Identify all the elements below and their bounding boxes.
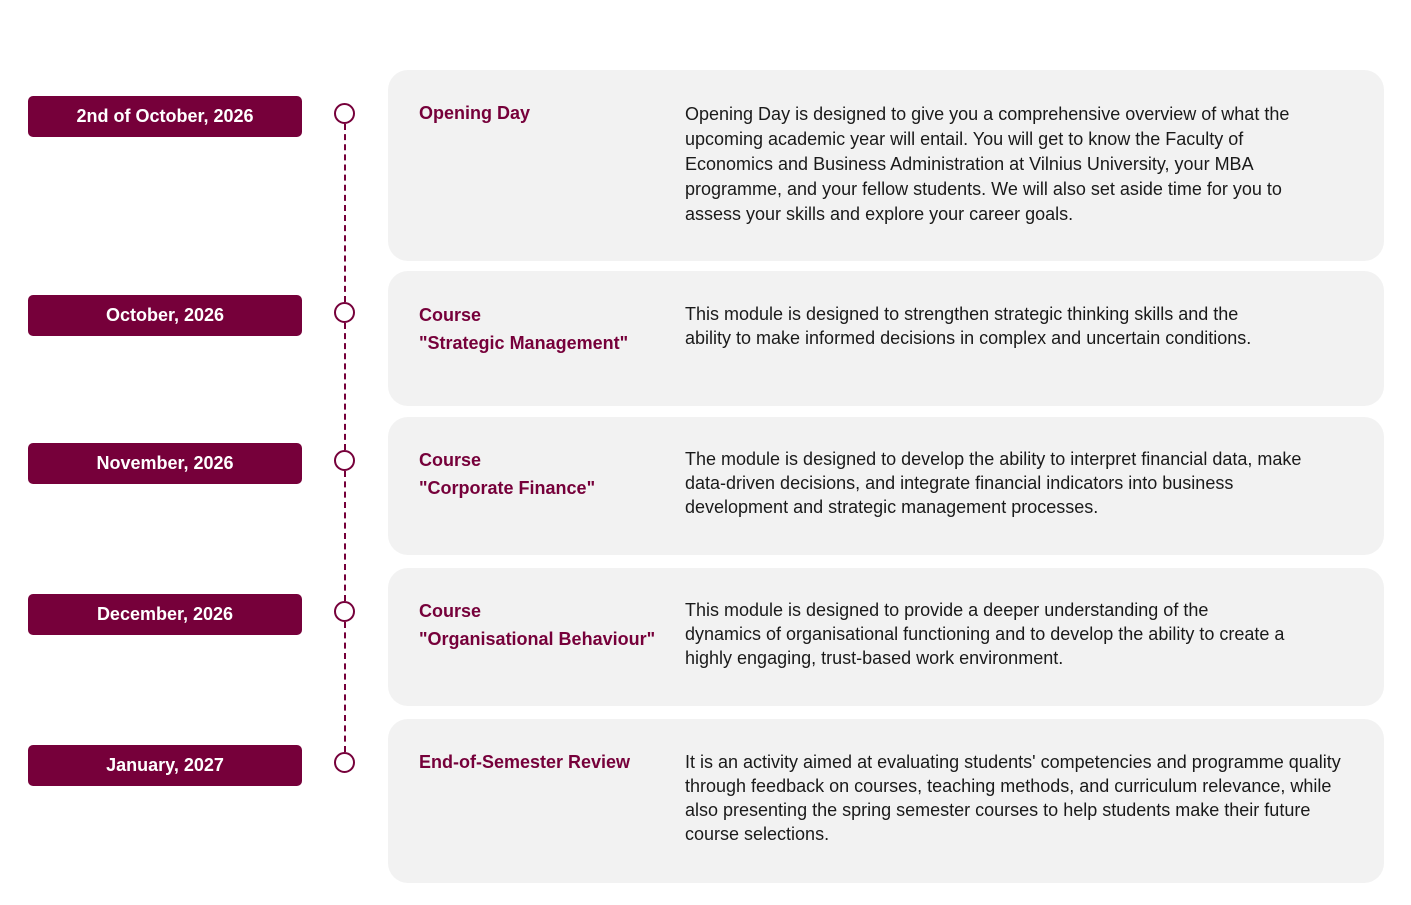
event-description: It is an activity aimed at evaluating students' competencies and programme quality through feedback on courses, teaching methods, and curriculum relevance, while also presenting the spring semester courses to help students make their future course selections. (685, 752, 1341, 844)
event-card (388, 719, 1384, 883)
event-card (388, 568, 1384, 706)
timeline-node-circle-icon (334, 752, 355, 773)
timeline-node-circle-icon (334, 450, 355, 471)
timeline-connector (344, 124, 346, 302)
event-title-line-2: "Strategic Management" (419, 333, 629, 353)
event-title-line-2: "Corporate Finance" (419, 478, 596, 498)
timeline-connector (344, 622, 346, 752)
date-badge: December, 2026 (28, 594, 302, 635)
event-title-line-1: Course (419, 305, 482, 325)
event-card (388, 417, 1384, 555)
event-title-line-1: Opening Day (419, 103, 531, 123)
event-description: This module is designed to provide a deeper understanding of the dynamics of organisational functioning and to develop the ability to create a highly engaging, trust-based work environment. (685, 600, 1285, 668)
event-card (388, 70, 1384, 261)
timeline-connector (344, 471, 346, 601)
event-title (419, 748, 669, 776)
event-title-line-1: Course (419, 450, 482, 470)
date-badge: November, 2026 (28, 443, 302, 484)
timeline-connector (344, 323, 346, 450)
event-title (419, 597, 669, 653)
event-title (419, 446, 669, 502)
event-title (419, 99, 669, 127)
event-description: The module is designed to develop the ability to interpret financial data, make data-driven decisions, and integrate financial indicators into business development and strategic management processes. (685, 449, 1302, 517)
event-title-line-1: End-of-Semester Review (419, 752, 631, 772)
timeline-node-circle-icon (334, 103, 355, 124)
event-title-line-1: Course (419, 601, 482, 621)
event-description: This module is designed to strengthen strategic thinking skills and the ability to make informed decisions in complex and uncertain conditions. (685, 304, 1252, 348)
event-title (419, 301, 669, 357)
date-badge: October, 2026 (28, 295, 302, 336)
event-description: Opening Day is designed to give you a comprehensive overview of what the upcoming academic year will entail. You will get to know the Faculty of Economics and Business Administration at Vilnius University, your MBA programme, and your fellow students. We will also set aside time for you to assess your skills and explore your career goals. (685, 104, 1290, 224)
date-badge: 2nd of October, 2026 (28, 96, 302, 137)
timeline-node-circle-icon (334, 601, 355, 622)
event-title-line-2: "Organisational Behaviour" (419, 629, 656, 649)
timeline-node-circle-icon (334, 302, 355, 323)
date-badge: January, 2027 (28, 745, 302, 786)
event-card (388, 271, 1384, 406)
